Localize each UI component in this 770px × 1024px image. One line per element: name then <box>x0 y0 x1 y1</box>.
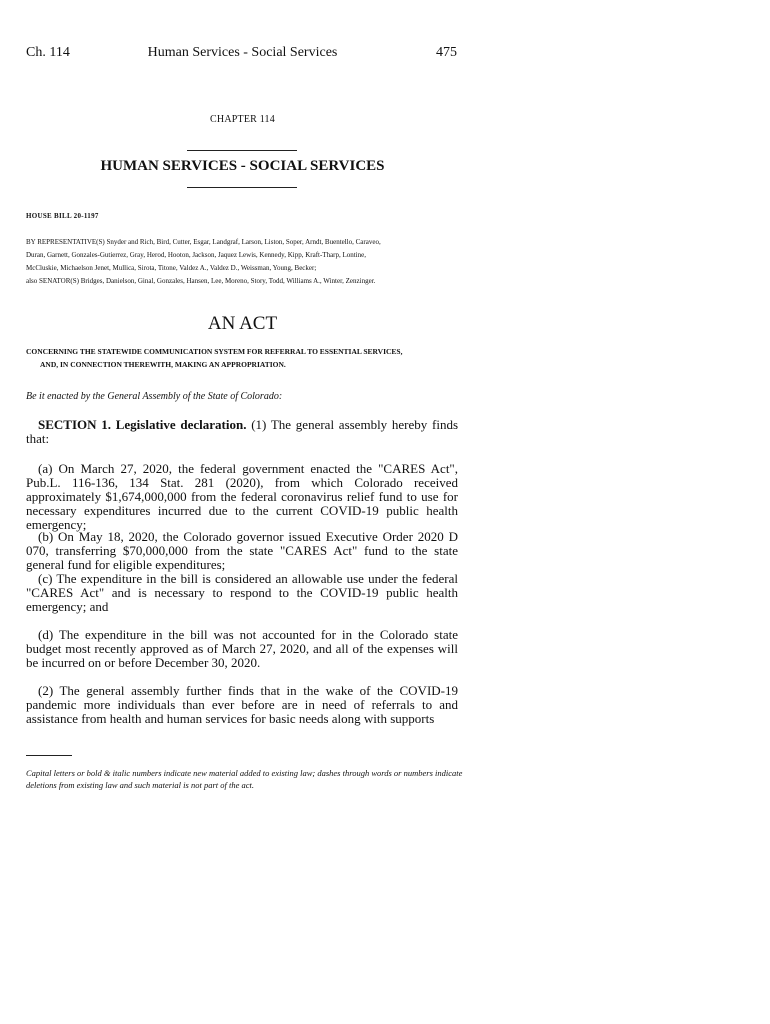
sponsors-line: BY REPRESENTATIVE(S) Snyder and Rich, Bird, Cutter, Esgar, Landgraf, Larson, Liston, Soper, Arndt, Buentello, Caraveo, <box>26 238 381 246</box>
concerning-line: CONCERNING THE STATEWIDE COMMUNICATION SYSTEM FOR REFERRAL TO ESSENTIAL SERVICES, <box>26 347 403 356</box>
bill-number: HOUSE BILL 20-1197 <box>26 212 99 220</box>
document-title: HUMAN SERVICES - SOCIAL SERVICES <box>100 158 385 174</box>
page-number: 475 <box>436 45 457 60</box>
header-chapter: Ch. 114 <box>26 45 70 60</box>
header-title: Human Services - Social Services <box>147 45 338 60</box>
sponsors-line: Duran, Garnett, Gonzales-Gutierrez, Gray, Herod, Hooton, Jackson, Jaquez Lewis, Kennedy, Kipp, Kraft-Tharp, Lontine, <box>26 251 367 259</box>
paragraph-b: (b) On May 18, 2020, the Colorado governor issued Executive Order 2020 D 070, transferring $70,000,000 from the state "CARES Act" fund to the state general fund for eligible expenditures; <box>26 529 458 572</box>
enacting-clause: Be it enacted by the General Assembly of the State of Colorado: <box>26 391 283 402</box>
section-1-intro <box>26 418 458 446</box>
sponsors-line: also SENATOR(S) Bridges, Danielson, Ginal, Gonzales, Hansen, Lee, Moreno, Story, Todd, Williams A., Winter, Zenzinger. <box>26 277 376 285</box>
title-rule-top <box>187 150 297 151</box>
concerning-clause <box>26 345 458 371</box>
concerning-line: AND, IN CONNECTION THEREWITH, MAKING AN APPROPRIATION. <box>40 360 286 369</box>
title-rule-bottom <box>187 187 297 188</box>
section-1-intro-text: (1) The general assembly hereby finds that: <box>26 417 459 446</box>
paragraph-c: (c) The expenditure in the bill is considered an allowable use under the federal "CARES Act" and is necessary to respond to the COVID-19 public health emergency; and <box>26 571 458 614</box>
footnote: Capital letters or bold & italic numbers indicate new material added to existing law; dashes through words or numbers indicate deletions from existing law and such material is not part of the act. <box>26 768 463 790</box>
act-heading: AN ACT <box>207 313 278 334</box>
paragraph-a: (a) On March 27, 2020, the federal government enacted the "CARES Act", Pub.L. 116-136, 134 Stat. 281 (2020), from which Colorado received approximately $1,674,000,000 from the federal coronavirus relief fund to use for necessary expenditures incurred due to the current COVID-19 public health emergency; <box>26 461 458 532</box>
sponsors-block <box>26 236 466 288</box>
footnote-rule <box>26 755 72 756</box>
section-1-heading: SECTION 1. Legislative declaration. <box>38 417 247 432</box>
paragraph-2: (2) The general assembly further finds that in the wake of the COVID-19 pandemic more individuals than ever before are in need of referrals to and assistance from health and human services for basic needs along with supports <box>26 683 458 726</box>
sponsors-line: McCluskie, Michaelson Jenet, Mullica, Sirota, Titone, Valdez A., Valdez D., Weissman, Young, Becker; <box>26 264 317 272</box>
paragraph-d: (d) The expenditure in the bill was not accounted for in the Colorado state budget most recently approved as of March 27, 2020, and all of the expenses will be incurred on or before December 30, 2020. <box>26 627 458 670</box>
chapter-label: CHAPTER 114 <box>210 114 275 125</box>
